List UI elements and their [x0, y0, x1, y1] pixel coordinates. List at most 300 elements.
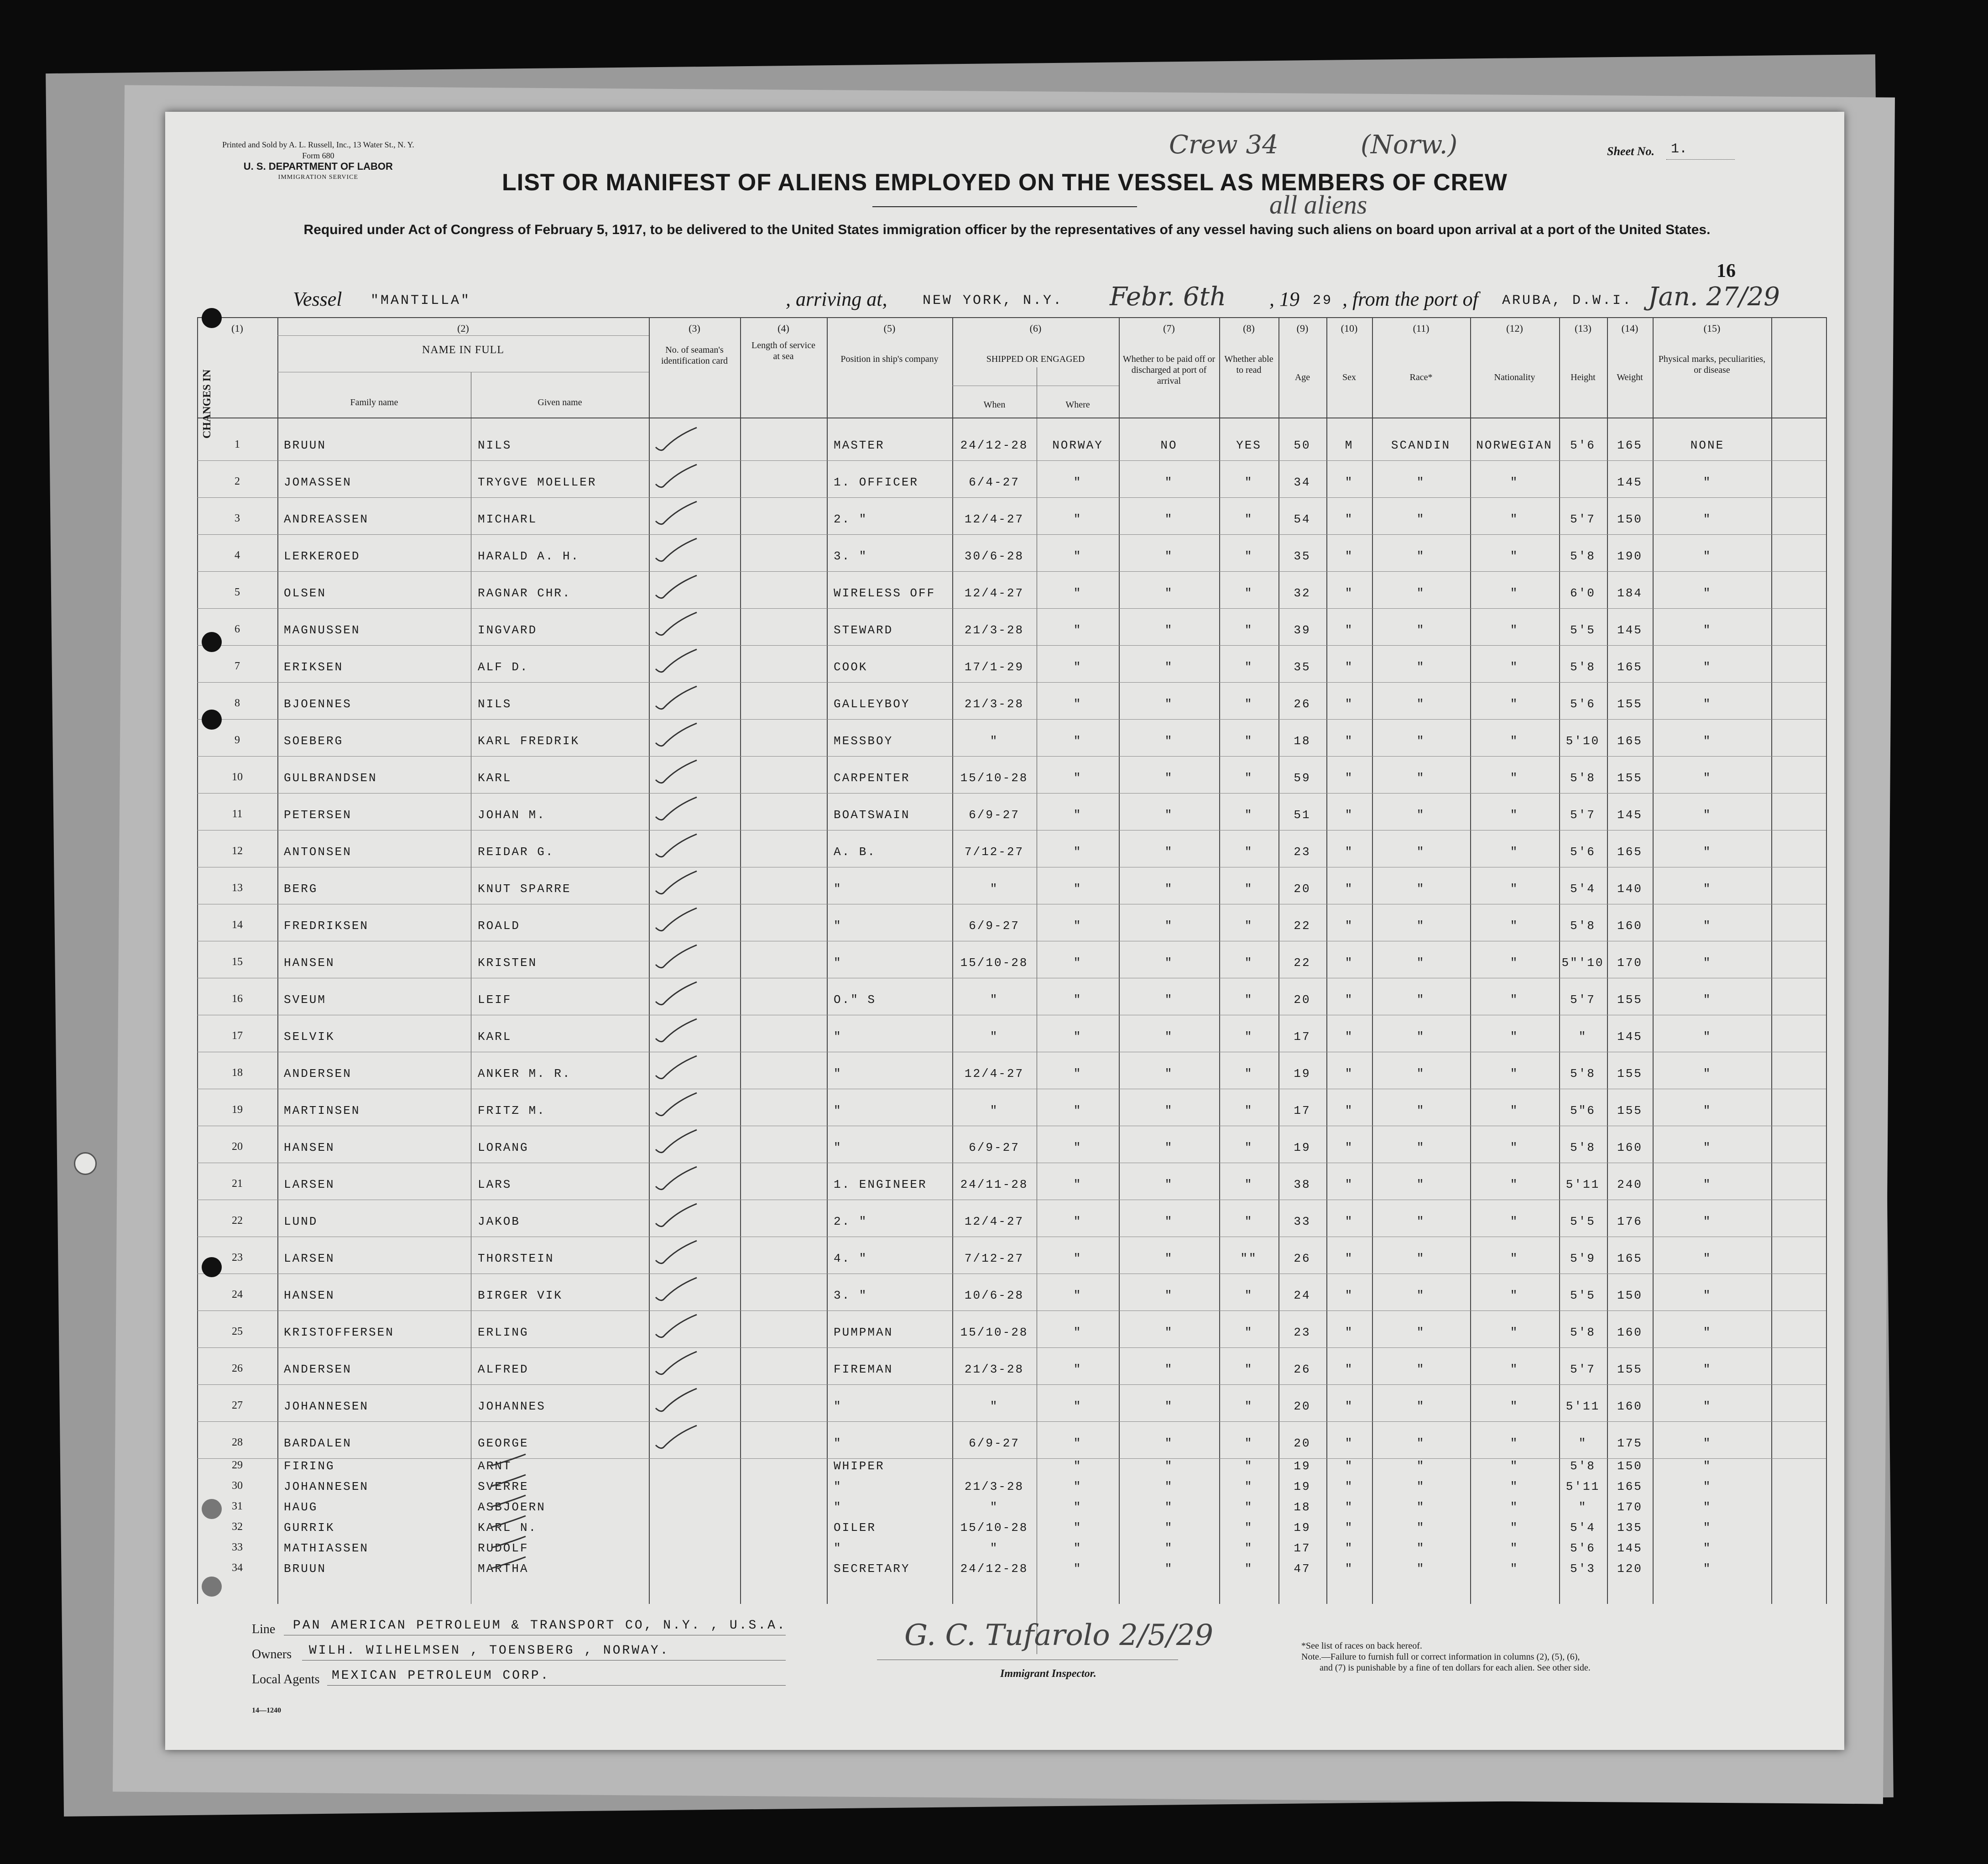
checkmark-icon — [653, 648, 699, 676]
cell-nat: " — [1510, 956, 1519, 970]
cell-paid: " — [1164, 808, 1174, 822]
cell-n: 19 — [232, 1104, 243, 1116]
arriving-port: NEW YORK, N.Y. — [923, 293, 1064, 308]
cell-height: 5'9 — [1570, 1252, 1596, 1265]
checkmark-icon — [653, 427, 699, 454]
page-number: 16 — [1717, 261, 1736, 282]
cell-when: " — [990, 1541, 999, 1555]
cell-height: 5'8 — [1570, 660, 1596, 674]
title-divider — [872, 206, 1137, 207]
cell-sex: " — [1345, 1562, 1354, 1576]
cell-height: 5'6 — [1570, 697, 1596, 711]
weight-header: Weight — [1617, 372, 1643, 382]
cell-position: MESSBOY — [834, 734, 893, 748]
cell-height: 5'6 — [1570, 439, 1596, 452]
service-name: IMMIGRATION SERVICE — [278, 174, 359, 181]
cell-where: " — [1073, 549, 1082, 563]
cell-marks: " — [1703, 1326, 1712, 1339]
cell-age: 18 — [1294, 1500, 1311, 1514]
cell-race: " — [1416, 475, 1425, 489]
cell-where: " — [1073, 1141, 1082, 1154]
cell-age: 22 — [1294, 919, 1311, 933]
cell-nat: " — [1510, 512, 1519, 526]
cell-where: " — [1073, 1500, 1082, 1514]
sex-header: Sex — [1342, 372, 1356, 382]
cell-sex: " — [1345, 475, 1354, 489]
checkmark-icon — [653, 1351, 699, 1378]
cell-race: " — [1416, 1030, 1425, 1044]
cell-weight: 165 — [1617, 1252, 1643, 1265]
cell-position: 3. " — [834, 1289, 868, 1302]
col-3-number: (3) — [689, 323, 700, 334]
cell-race: " — [1416, 1363, 1425, 1376]
cell-height: 5'8 — [1570, 1459, 1596, 1473]
length-service-header: Length of service at sea — [751, 340, 815, 361]
cell-weight: 140 — [1617, 882, 1643, 896]
cell-given: JOHAN M. — [478, 808, 546, 822]
cell-position: 2. " — [834, 1215, 868, 1228]
cell-when: 24/11-28 — [960, 1178, 1028, 1191]
cell-sex: " — [1345, 1399, 1354, 1413]
cell-when: 6/9-27 — [969, 1141, 1020, 1154]
cell-height: 5'4 — [1570, 882, 1596, 896]
cell-height: 5'5 — [1570, 1215, 1596, 1228]
cell-where: " — [1073, 808, 1082, 822]
cell-paid: " — [1164, 623, 1174, 637]
cell-position: 3. " — [834, 549, 868, 563]
cell-given: ANKER M. R. — [478, 1067, 571, 1081]
cell-paid: " — [1164, 1500, 1174, 1514]
cell-sex: " — [1345, 549, 1354, 563]
cell-given: ERLING — [478, 1326, 529, 1339]
cell-position: 1. ENGINEER — [834, 1178, 927, 1191]
cell-sex: " — [1345, 623, 1354, 637]
cell-race: SCANDIN — [1391, 439, 1451, 452]
cell-marks: " — [1703, 512, 1712, 526]
cell-given: RUDOLF — [478, 1541, 529, 1555]
col-12-number: (12) — [1506, 323, 1523, 334]
arrival-date: Febr. 6th — [1110, 282, 1226, 312]
cell-sex: " — [1345, 697, 1354, 711]
cell-when: 15/10-28 — [960, 956, 1028, 970]
punch-hole — [202, 1257, 222, 1277]
cell-weight: 150 — [1617, 1459, 1643, 1473]
cell-given: KNUT SPARRE — [478, 882, 571, 896]
cell-paid: " — [1164, 1521, 1174, 1535]
cell-when: 6/9-27 — [969, 1436, 1020, 1450]
cell-race: " — [1416, 1459, 1425, 1473]
cell-read: " — [1244, 1500, 1253, 1514]
position-header: Position in ship's company — [840, 354, 939, 364]
cell-position: BOATSWAIN — [834, 808, 910, 822]
cell-weight: 160 — [1617, 1141, 1643, 1154]
cell-read: " — [1244, 586, 1253, 600]
cell-when: 12/4-27 — [964, 586, 1024, 600]
cell-age: 35 — [1294, 549, 1311, 563]
cell-paid: " — [1164, 771, 1174, 785]
paid-off-header: Whether to be paid off or discharged at port of arrival — [1122, 354, 1216, 386]
cell-height: " — [1578, 1436, 1587, 1450]
cell-when: " — [990, 1500, 999, 1514]
cell-n: 26 — [232, 1363, 243, 1374]
age-header: Age — [1294, 372, 1310, 382]
cell-given: JOHANNES — [478, 1399, 546, 1413]
cell-where: " — [1073, 1178, 1082, 1191]
cell-nat: " — [1510, 1141, 1519, 1154]
col-13-number: (13) — [1575, 323, 1591, 334]
cell-weight: 145 — [1617, 1541, 1643, 1555]
cell-height: 5"'10 — [1561, 956, 1604, 970]
cell-marks: " — [1703, 1030, 1712, 1044]
cell-race: " — [1416, 1541, 1425, 1555]
cell-when: 21/3-28 — [964, 1363, 1024, 1376]
cell-n: 13 — [232, 882, 243, 894]
cell-sex: " — [1345, 1178, 1354, 1191]
cell-weight: 160 — [1617, 1399, 1643, 1413]
cell-paid: " — [1164, 919, 1174, 933]
cell-read: " — [1244, 845, 1253, 859]
checkmark-icon — [653, 1092, 699, 1119]
cell-read: " — [1244, 1436, 1253, 1450]
cell-paid: " — [1164, 1399, 1174, 1413]
cell-read: " — [1244, 1480, 1253, 1493]
cell-race: " — [1416, 586, 1425, 600]
cell-marks: " — [1703, 845, 1712, 859]
cell-paid: " — [1164, 734, 1174, 748]
cell-n: 1 — [235, 439, 240, 450]
cell-nat: " — [1510, 919, 1519, 933]
vessel-line — [293, 282, 1844, 315]
checkmark-icon — [653, 1055, 699, 1082]
cell-family: ERIKSEN — [284, 660, 344, 674]
cell-race: " — [1416, 1067, 1425, 1081]
cell-race: " — [1416, 1436, 1425, 1450]
cell-given: ASBJOERN — [478, 1500, 546, 1514]
cell-race: " — [1416, 1215, 1425, 1228]
cell-sex: " — [1345, 1141, 1354, 1154]
cell-where: " — [1073, 1521, 1082, 1535]
checkmark-icon — [653, 1314, 699, 1341]
col-2-number: (2) — [457, 323, 469, 334]
cell-nat: " — [1510, 1215, 1519, 1228]
cell-age: 26 — [1294, 697, 1311, 711]
cell-sex: " — [1345, 1541, 1354, 1555]
col-4-number: (4) — [777, 323, 789, 334]
cell-family: BERG — [284, 882, 318, 896]
cell-family: MATHIASSEN — [284, 1541, 369, 1555]
cell-n: 29 — [232, 1459, 243, 1471]
cell-read: " — [1244, 808, 1253, 822]
cell-n: 17 — [232, 1030, 243, 1042]
cell-read: " — [1244, 1363, 1253, 1376]
sheet-label: Sheet No. — [1607, 145, 1654, 158]
cell-weight: 145 — [1617, 623, 1643, 637]
cell-when: 12/4-27 — [964, 512, 1024, 526]
cell-marks: " — [1703, 808, 1712, 822]
cell-age: 19 — [1294, 1521, 1311, 1535]
cell-when: " — [990, 1399, 999, 1413]
cell-read: " — [1244, 1215, 1253, 1228]
cell-family: GULBRANDSEN — [284, 771, 377, 785]
cell-paid: " — [1164, 1541, 1174, 1555]
cell-family: SELVIK — [284, 1030, 335, 1044]
cell-nat: " — [1510, 1326, 1519, 1339]
checkmark-icon — [489, 1550, 535, 1577]
cell-read: "" — [1240, 1252, 1258, 1265]
cell-weight: 165 — [1617, 660, 1643, 674]
cell-nat: " — [1510, 1562, 1519, 1576]
cell-height: 5'7 — [1570, 993, 1596, 1007]
cell-nat: " — [1510, 1500, 1519, 1514]
cell-read: " — [1244, 1562, 1253, 1576]
cell-when: " — [990, 993, 999, 1007]
cell-nat: " — [1510, 845, 1519, 859]
cell-where: " — [1073, 1326, 1082, 1339]
cell-weight: 175 — [1617, 1436, 1643, 1450]
cell-read: " — [1244, 1326, 1253, 1339]
cell-family: JOHANNESEN — [284, 1480, 369, 1493]
cell-sex: " — [1345, 1436, 1354, 1450]
cell-weight: 155 — [1617, 1067, 1643, 1081]
cell-paid: " — [1164, 549, 1174, 563]
cell-height: 5'11 — [1565, 1399, 1600, 1413]
cell-nat: " — [1510, 660, 1519, 674]
cell-paid: " — [1164, 512, 1174, 526]
vessel-label: Vessel — [293, 288, 342, 310]
cell-marks: " — [1703, 1141, 1712, 1154]
cell-sex: " — [1345, 1252, 1354, 1265]
cell-paid: " — [1164, 1480, 1174, 1493]
cell-height: 5'8 — [1570, 1067, 1596, 1081]
cell-when: " — [990, 882, 999, 896]
cell-paid: " — [1164, 1289, 1174, 1302]
cell-race: " — [1416, 1521, 1425, 1535]
cell-n: 32 — [232, 1521, 243, 1533]
cell-marks: " — [1703, 697, 1712, 711]
cell-family: BARDALEN — [284, 1436, 352, 1450]
nationality-note: (Norw.) — [1361, 130, 1458, 160]
cell-race: " — [1416, 1252, 1425, 1265]
printer-line: Printed and Sold by A. L. Russell, Inc., 13 Water St., N. Y. — [222, 140, 414, 149]
cell-marks: " — [1703, 1067, 1712, 1081]
cell-height: 5"6 — [1570, 1104, 1596, 1117]
cell-position: " — [834, 1480, 842, 1493]
marks-header: Physical marks, peculiarities, or disease — [1658, 354, 1766, 375]
crew-count-note: Crew 34 — [1169, 130, 1278, 160]
cell-height: 5'4 — [1570, 1521, 1596, 1535]
cell-n: 6 — [235, 623, 240, 635]
form-number: Form 680 — [302, 151, 334, 160]
cell-paid: " — [1164, 1436, 1174, 1450]
cell-age: 19 — [1294, 1141, 1311, 1154]
cell-family: LARSEN — [284, 1252, 335, 1265]
cell-nat: " — [1510, 1459, 1519, 1473]
cell-height: 5'6 — [1570, 1541, 1596, 1555]
cell-position: SECRETARY — [834, 1562, 910, 1576]
cell-paid: " — [1164, 586, 1174, 600]
cell-weight: 176 — [1617, 1215, 1643, 1228]
cell-family: LERKEROED — [284, 549, 360, 563]
manifest-page — [165, 112, 1844, 1750]
cell-read: " — [1244, 512, 1253, 526]
cell-paid: " — [1164, 1178, 1174, 1191]
cell-marks: " — [1703, 1289, 1712, 1302]
cell-height: 5'8 — [1570, 549, 1596, 563]
department-name: U. S. DEPARTMENT OF LABOR — [243, 161, 393, 172]
cell-read: " — [1244, 660, 1253, 674]
cell-nat: " — [1510, 1541, 1519, 1555]
departure-port: ARUBA, D.W.I. — [1502, 293, 1633, 308]
cell-given: SVERRE — [478, 1480, 529, 1493]
arriving-label: , arriving at, — [786, 288, 887, 310]
cell-marks: " — [1703, 1252, 1712, 1265]
cell-weight: 155 — [1617, 697, 1643, 711]
cell-read: " — [1244, 956, 1253, 970]
cell-family: JOHANNESEN — [284, 1399, 369, 1413]
cell-n: 28 — [232, 1436, 243, 1448]
line-label: Line — [252, 1622, 276, 1636]
cell-height: 5'8 — [1570, 771, 1596, 785]
checkmark-icon — [653, 870, 699, 898]
cell-marks: " — [1703, 1521, 1712, 1535]
cell-age: 24 — [1294, 1289, 1311, 1302]
cell-when: 7/12-27 — [964, 1252, 1024, 1265]
cell-age: 19 — [1294, 1480, 1311, 1493]
cell-given: ALFRED — [478, 1363, 529, 1376]
cell-sex: " — [1345, 512, 1354, 526]
cell-where: " — [1073, 734, 1082, 748]
cell-position: " — [834, 1436, 842, 1450]
punch-hole — [202, 308, 222, 328]
cell-race: " — [1416, 882, 1425, 896]
cell-nat: " — [1510, 1399, 1519, 1413]
cell-sex: " — [1345, 1067, 1354, 1081]
cell-where: " — [1073, 1215, 1082, 1228]
cell-sex: " — [1345, 882, 1354, 896]
cell-when: " — [990, 1104, 999, 1117]
cell-paid: " — [1164, 845, 1174, 859]
cell-age: 26 — [1294, 1252, 1311, 1265]
cell-family: ANDERSEN — [284, 1363, 352, 1376]
cell-given: KARL — [478, 771, 512, 785]
footer-note — [1301, 1640, 1591, 1673]
cell-marks: " — [1703, 660, 1712, 674]
cell-where: " — [1073, 1562, 1082, 1576]
year-suffix: 29 — [1313, 293, 1333, 308]
cell-sex: " — [1345, 808, 1354, 822]
cell-marks: " — [1703, 1399, 1712, 1413]
cell-when: 15/10-28 — [960, 1326, 1028, 1339]
cell-when: " — [990, 1030, 999, 1044]
cell-race: " — [1416, 512, 1425, 526]
cell-age: 20 — [1294, 993, 1311, 1007]
cell-paid: " — [1164, 993, 1174, 1007]
cell-n: 24 — [232, 1289, 243, 1300]
cell-weight: 170 — [1617, 1500, 1643, 1514]
cell-read: " — [1244, 1104, 1253, 1117]
cell-position: MASTER — [834, 439, 885, 452]
cell-read: " — [1244, 993, 1253, 1007]
cell-n: 2 — [235, 475, 240, 487]
cell-read: " — [1244, 623, 1253, 637]
cell-weight: 150 — [1617, 512, 1643, 526]
cell-family: ANDREASSEN — [284, 512, 369, 526]
cell-age: 20 — [1294, 1436, 1311, 1450]
cell-marks: " — [1703, 475, 1712, 489]
cell-when: 15/10-28 — [960, 771, 1028, 785]
cell-n: 34 — [232, 1562, 243, 1574]
family-name-header: Family name — [350, 397, 398, 407]
cell-age: 26 — [1294, 1363, 1311, 1376]
cell-age: 35 — [1294, 660, 1311, 674]
cell-given: NILS — [478, 697, 512, 711]
cell-n: 23 — [232, 1252, 243, 1264]
cell-nat: " — [1510, 1363, 1519, 1376]
cell-race: " — [1416, 1141, 1425, 1154]
cell-sex: " — [1345, 1030, 1354, 1044]
cell-marks: " — [1703, 993, 1712, 1007]
cell-given: KARL — [478, 1030, 512, 1044]
cell-marks: " — [1703, 623, 1712, 637]
cell-paid: " — [1164, 697, 1174, 711]
cell-weight: 165 — [1617, 1480, 1643, 1493]
cell-height: 5'8 — [1570, 919, 1596, 933]
cell-position: WIRELESS OFF — [834, 586, 936, 600]
cell-position: A. B. — [834, 845, 877, 859]
cell-given: LORANG — [478, 1141, 529, 1154]
col-8-number: (8) — [1243, 323, 1255, 334]
cell-age: 17 — [1294, 1030, 1311, 1044]
checkmark-icon — [653, 501, 699, 528]
local-agents-value: MEXICAN PETROLEUM CORP. — [332, 1669, 550, 1683]
cell-where: " — [1073, 1030, 1082, 1044]
cell-nat: " — [1510, 549, 1519, 563]
cell-race: " — [1416, 549, 1425, 563]
cell-race: " — [1416, 808, 1425, 822]
cell-race: " — [1416, 993, 1425, 1007]
cell-read: " — [1244, 697, 1253, 711]
cell-n: 20 — [232, 1141, 243, 1153]
cell-age: 51 — [1294, 808, 1311, 822]
cell-height: 5'8 — [1570, 1141, 1596, 1154]
cell-where: " — [1073, 512, 1082, 526]
cell-marks: NONE — [1690, 439, 1725, 452]
checkmark-icon — [653, 722, 699, 750]
cell-paid: NO — [1160, 439, 1178, 452]
cell-position: " — [834, 1104, 842, 1117]
owners-label: Owners — [252, 1647, 292, 1661]
cell-marks: " — [1703, 1562, 1712, 1576]
cell-position: COOK — [834, 660, 868, 674]
checkmark-icon — [653, 981, 699, 1008]
cell-read: " — [1244, 919, 1253, 933]
cell-when: 15/10-28 — [960, 1521, 1028, 1535]
cell-sex: " — [1345, 919, 1354, 933]
cell-marks: " — [1703, 1480, 1712, 1493]
cell-read: " — [1244, 1289, 1253, 1302]
cell-family: FREDRIKSEN — [284, 919, 369, 933]
cell-when: 30/6-28 — [964, 549, 1024, 563]
cell-weight: 165 — [1617, 439, 1643, 452]
cell-marks: " — [1703, 1459, 1712, 1473]
cell-n: 4 — [235, 549, 240, 561]
cell-marks: " — [1703, 1541, 1712, 1555]
cell-given: MARTHA — [478, 1562, 529, 1576]
cell-race: " — [1416, 1289, 1425, 1302]
cell-family: ANTONSEN — [284, 845, 352, 859]
cell-position: " — [834, 1067, 842, 1081]
cell-n: 31 — [232, 1500, 243, 1512]
